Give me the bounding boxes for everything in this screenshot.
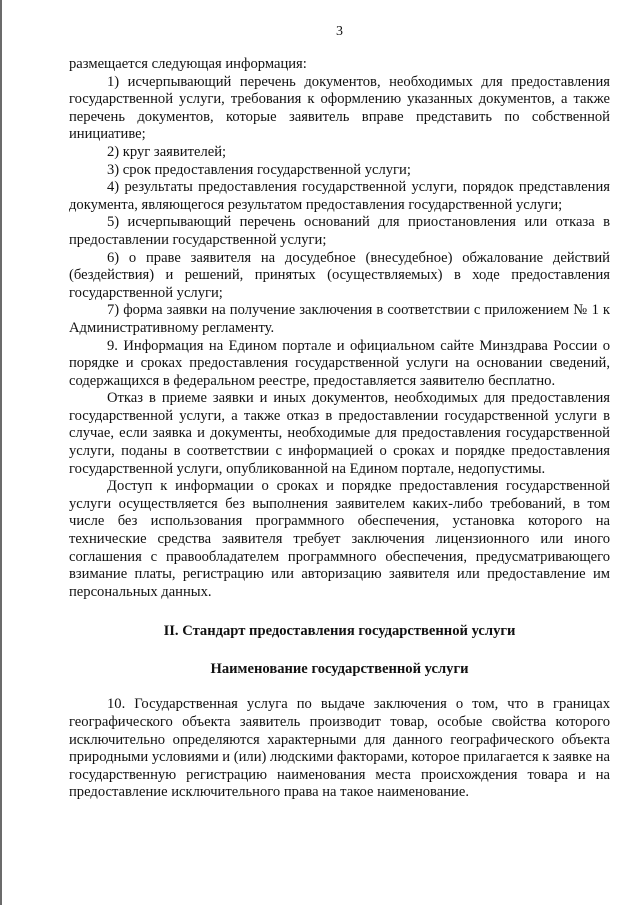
body-text-top [69,56,610,601]
paragraph: Доступ к информации о сроках и порядке предоставления государственной услуги осуществляется без выполнения заявителем каких-либо требований, в том числе без использования программного обеспечения, установка которого на технические средства заявителя требует заключения лицензионного или иного соглашения с правообладателем программного обеспечения, предусматривающего взимание платы, регистрацию или авторизацию заявителя или предоставление им персональных данных. [69,478,610,600]
list-item: 2) круг заявителей; [107,143,227,160]
list-item: 4) результаты предоставления государственной услуги, порядок представления документа, являющегося результатом предоставления государственной услуги; [69,179,610,213]
page-number: 3 [336,24,343,39]
list-item: 7) форма заявки на получение заключения в соответствии с приложением № 1 к Административному регламенту. [69,302,610,336]
section-title: II. Стандарт предоставления государственной услуги [163,623,516,640]
paragraph: 10. Государственная услуга по выдаче заключения о том, что в границах географического объекта заявитель производит товар, особые свойства которого исключительно определяются характерными для данного географического объекта природными условиями и (или) людскими факторами, которое прилагается к заявке на государственную регистрацию наименования места происхождения товара и на предоставление исключительного права на такое наименование. [69,696,610,801]
list-item: 1) исчерпывающий перечень документов, необходимых для предоставления государственной услуги, требования к оформлению указанных документов, а также перечень документов, которые заявитель вправе представить по собственной инициативе; [69,73,610,143]
body-text-bottom [69,696,610,802]
list-item: 6) о праве заявителя на досудебное (внесудебное) обжалование действий (бездействия) и решений, принятых (осуществляемых) в ходе предоставления государственной услуги; [69,249,610,301]
paragraph: Отказ в приеме заявки и иных документов, необходимых для предоставления государственной услуги, а также отказ в предоставлении государственной услуги в случае, если заявка и документы, необходимые для предоставления государственной услуги, поданы в соответствии с информацией о сроках и порядке предоставления государственной услуги, опубликованной на Едином портале, недопустимы. [69,390,610,477]
list-item: 5) исчерпывающий перечень оснований для приостановления или отказа в предоставлении государственной услуги; [69,214,610,248]
paragraph: 9. Информация на Едином портале и официальном сайте Минздрава России о порядке и сроках предоставления государственной услуги на основании сведений, содержащихся в федеральном реестре, предоставляется заявителю бесплатно. [69,337,610,389]
paragraph: размещается следующая информация: [69,56,307,72]
subsection-title: Наименование государственной услуги [210,661,469,678]
list-item: 3) срок предоставления государственной услуги; [107,161,411,178]
